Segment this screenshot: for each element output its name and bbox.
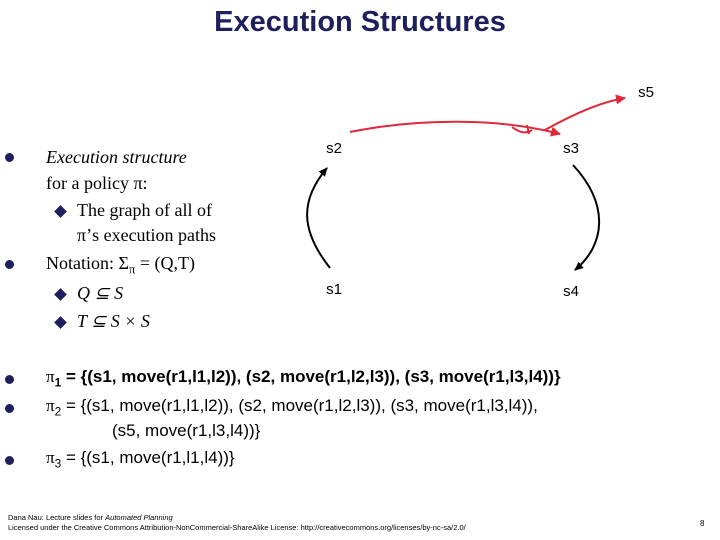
sub-bullet-1-line-2: π’s execution paths	[77, 225, 217, 245]
policy-3-text: = {(s1, move(r1,l1,l4))}	[61, 448, 235, 467]
notation-suffix: = (Q,T)	[135, 253, 195, 273]
policy-1-text: = {(s1, move(r1,l1,l2)), (s2, move(r1,l2,l3)), (s3, move(r1,l3,l4))}	[61, 367, 561, 386]
footer-book-title: Automated Planning	[105, 513, 173, 522]
notation-sub: π	[128, 262, 136, 277]
policy-3	[46, 448, 235, 470]
notation-prefix: Notation: Σ	[46, 253, 129, 273]
bullet-dot-5	[5, 456, 14, 465]
policy-1	[46, 367, 561, 389]
policy-1-symbol: π	[46, 367, 55, 386]
bullet-1-line-2: for a policy π:	[46, 173, 148, 193]
policy-2-symbol: π	[46, 396, 55, 415]
node-s1: s1	[326, 281, 342, 298]
policy-3-index: 3	[54, 456, 62, 471]
footer	[8, 513, 466, 533]
policy-2-index: 2	[54, 404, 62, 419]
policy-3-symbol: π	[46, 448, 55, 467]
policy-2-continuation: (s5, move(r1,l3,l4))}	[112, 421, 261, 440]
bullet-dot-4	[5, 404, 14, 413]
sub-bullet-3: T ⊆ S × S	[77, 311, 150, 331]
node-s5: s5	[638, 84, 654, 101]
edge-s3-s4	[573, 165, 599, 270]
node-s3: s3	[563, 140, 579, 157]
footer-license: Licensed under the Creative Commons Attribution-NonCommercial-ShareAlike License: http://creativecommons.org/licenses/by-nc-sa/2.0/	[8, 523, 466, 532]
sub-bullet-1-line-1: The graph of all of	[77, 200, 212, 220]
policy-2-text: = {(s1, move(r1,l1,l2)), (s2, move(r1,l2,l3)), (s3, move(r1,l3,l4)),	[61, 396, 538, 415]
bullet-dot-3	[5, 375, 14, 384]
node-s4: s4	[563, 283, 579, 300]
policy-1-index: 1	[54, 375, 62, 390]
edge-s1-s2	[307, 168, 330, 268]
footer-line-1	[8, 513, 466, 523]
edge-s3-s5	[545, 98, 625, 130]
sub-bullet-2: Q ⊆ S	[77, 283, 124, 303]
page-number: 8	[700, 519, 705, 528]
policy-2	[46, 396, 538, 418]
node-s2: s2	[326, 140, 342, 157]
footer-credit: Dana Nau: Lecture slides for	[8, 513, 106, 522]
slide-title: Execution Structures	[214, 6, 506, 38]
bullet-1-line-1: Execution structure	[46, 147, 187, 167]
